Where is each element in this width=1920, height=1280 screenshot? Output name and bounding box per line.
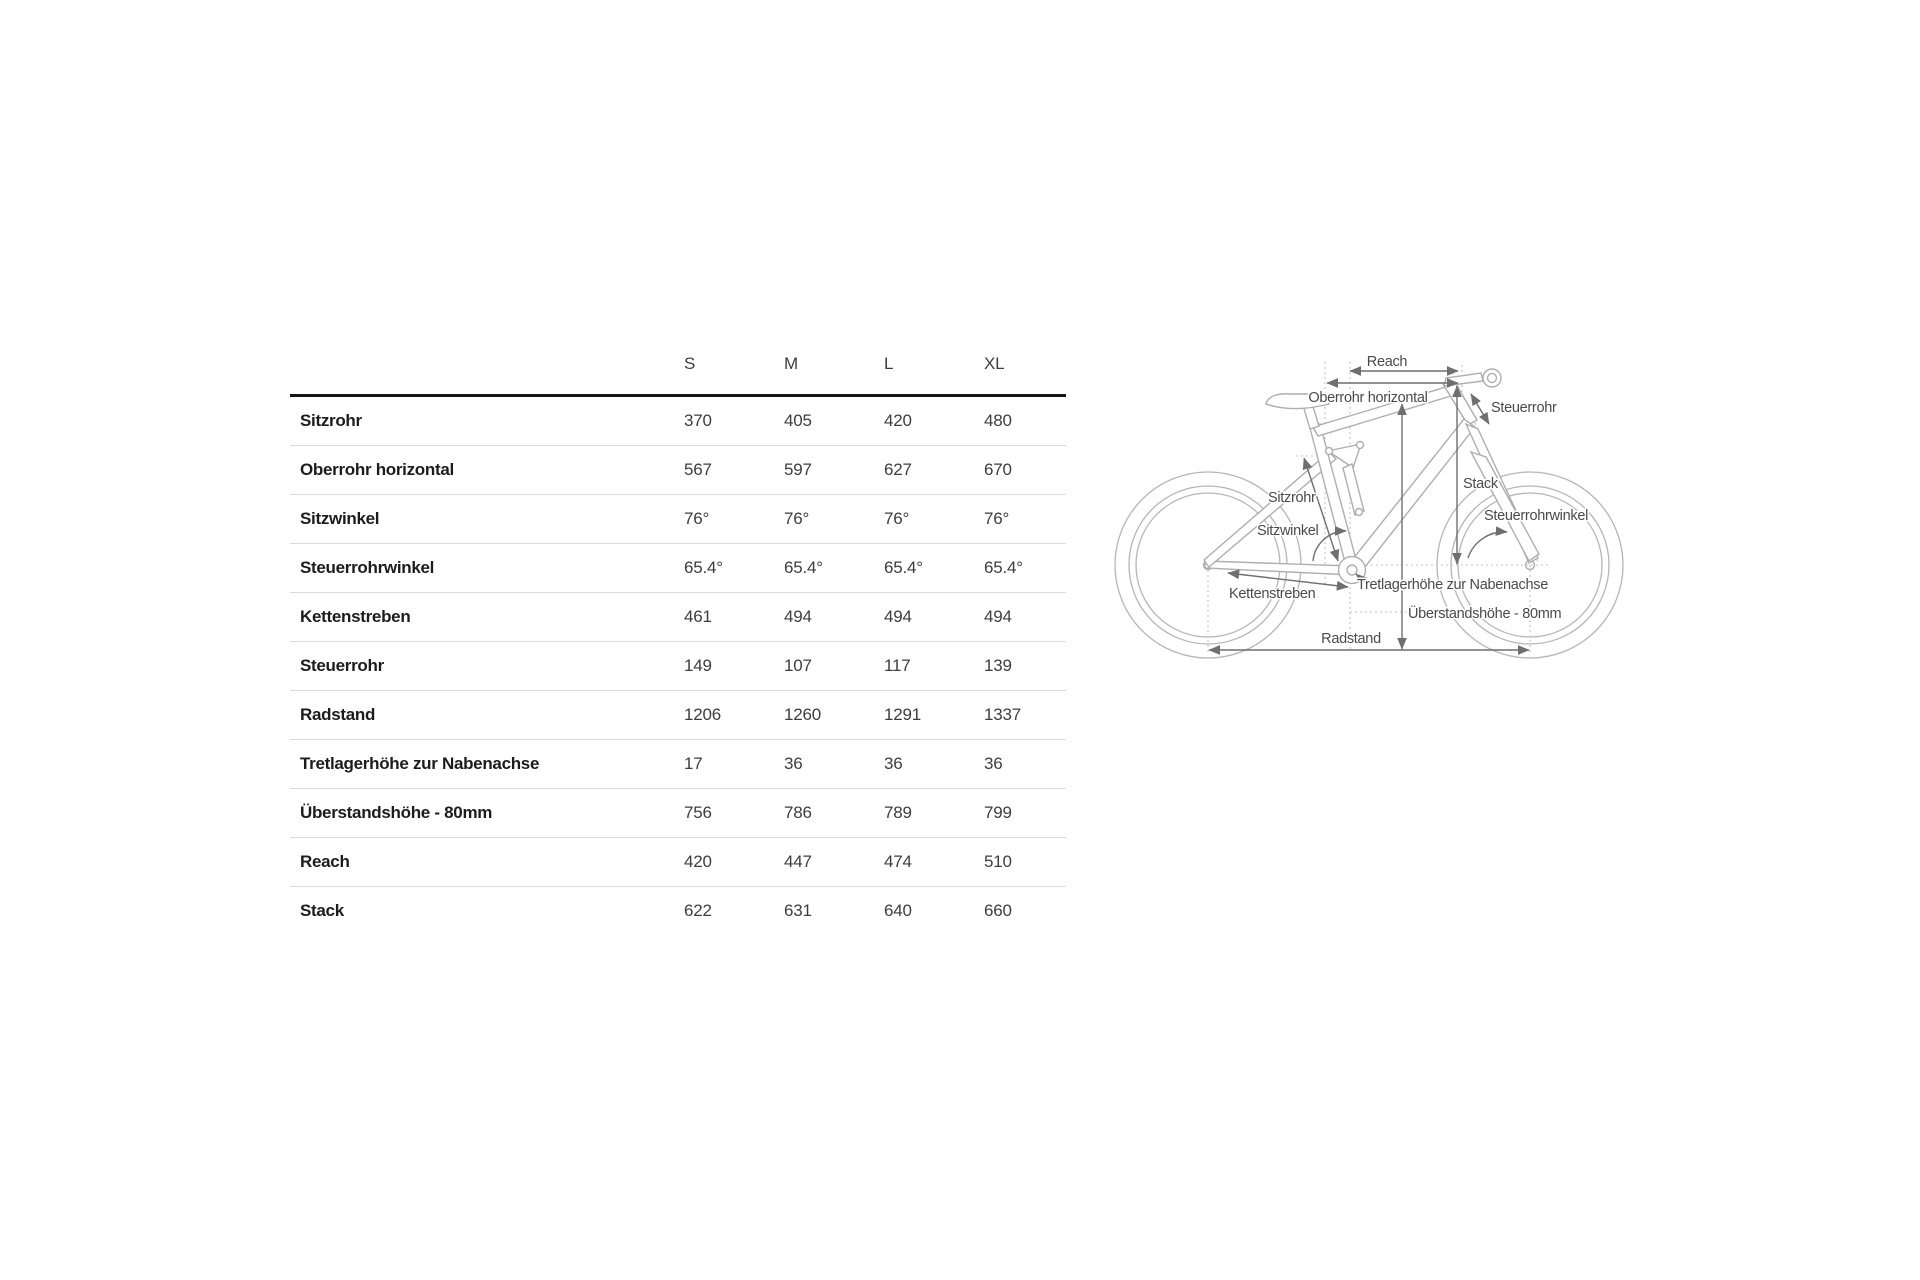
column-header-xl: XL <box>984 354 1005 373</box>
row-value: 627 <box>884 446 984 495</box>
row-value: 461 <box>684 593 784 642</box>
row-value: 786 <box>784 789 884 838</box>
row-value: 640 <box>884 901 912 920</box>
row-value: 447 <box>784 838 884 887</box>
label-kettenstreben: Kettenstreben <box>1229 586 1316 602</box>
row-value: 494 <box>884 593 984 642</box>
row-value: 756 <box>684 789 784 838</box>
row-value: 76° <box>684 495 784 544</box>
kettenstreben-arrow <box>1228 573 1348 587</box>
row-label: Steuerrohr <box>290 642 684 691</box>
label-ueberstandshoehe: Überstandshöhe - 80mm <box>1408 606 1562 622</box>
table-row <box>290 593 1066 642</box>
row-value: 1260 <box>784 691 884 740</box>
column-header-l: L <box>884 354 894 373</box>
table-row <box>290 789 1066 838</box>
row-label: Sitzwinkel <box>290 495 684 544</box>
row-value: 799 <box>984 789 1066 838</box>
column-header-m: M <box>784 354 798 373</box>
pivot <box>1356 509 1363 516</box>
row-label: Oberrohr horizontal <box>290 446 684 495</box>
table-row <box>290 446 1066 495</box>
table-row <box>290 495 1066 544</box>
rear-shock <box>1343 464 1364 515</box>
row-value: 17 <box>684 740 784 789</box>
stem <box>1444 373 1483 386</box>
label-reach: Reach <box>1366 354 1408 370</box>
row-value: 474 <box>884 838 984 887</box>
row-value: 631 <box>784 901 812 920</box>
geometry-table <box>290 348 1066 935</box>
row-value: 139 <box>984 642 1066 691</box>
row-value: 597 <box>784 446 884 495</box>
row-value: 76° <box>984 495 1066 544</box>
table-row <box>290 691 1066 740</box>
row-value: 567 <box>684 446 784 495</box>
row-value: 660 <box>984 901 1012 920</box>
pivot <box>1357 442 1364 449</box>
chain-stays <box>1205 561 1352 575</box>
row-value: 1206 <box>684 691 784 740</box>
row-value: 670 <box>984 446 1066 495</box>
down-tube <box>1349 419 1475 572</box>
row-value: 36 <box>784 740 884 789</box>
table-row <box>290 544 1066 593</box>
row-label: Kettenstreben <box>290 593 684 642</box>
label-oberrohr: Oberrohr horizontal <box>1308 390 1428 406</box>
row-value: 789 <box>884 789 984 838</box>
row-value: 65.4° <box>684 544 784 593</box>
row-value: 149 <box>684 642 784 691</box>
table-row <box>290 740 1066 789</box>
table-row <box>290 396 1066 446</box>
label-sitzwinkel: Sitzwinkel <box>1257 523 1319 539</box>
row-value: 36 <box>884 740 984 789</box>
row-value: 420 <box>684 838 784 887</box>
column-header-s: S <box>684 354 696 373</box>
label-tretlagerhoehe: Tretlagerhöhe zur Nabenachse <box>1357 577 1548 593</box>
table-row <box>290 838 1066 887</box>
row-value: 1291 <box>884 691 984 740</box>
row-label: Radstand <box>290 691 684 740</box>
row-label: Tretlagerhöhe zur Nabenachse <box>290 740 684 789</box>
row-label: Stack <box>300 901 344 920</box>
row-value: 494 <box>784 593 884 642</box>
row-value: 65.4° <box>884 544 984 593</box>
row-value: 76° <box>884 495 984 544</box>
label-steuerrohrwinkel: Steuerrohrwinkel <box>1484 508 1588 524</box>
row-value: 510 <box>984 838 1066 887</box>
bike-geometry-diagram <box>1100 330 1680 690</box>
row-label: Steuerrohrwinkel <box>290 544 684 593</box>
row-value: 36 <box>984 740 1066 789</box>
label-sitzrohr: Sitzrohr <box>1268 490 1316 506</box>
row-value: 76° <box>784 495 884 544</box>
table-row <box>290 642 1066 691</box>
corner-cell <box>290 348 684 396</box>
row-value: 65.4° <box>984 544 1066 593</box>
pivot <box>1326 448 1333 455</box>
row-label: Sitzrohr <box>290 396 684 446</box>
row-value: 1337 <box>984 691 1066 740</box>
steuerrohrwinkel-arc <box>1468 532 1507 558</box>
grip-inner <box>1488 374 1497 383</box>
row-value: 494 <box>984 593 1066 642</box>
row-value: 117 <box>884 642 984 691</box>
table-header-row <box>290 348 1066 396</box>
row-label: Überstandshöhe - 80mm <box>290 789 684 838</box>
row-value: 370 <box>684 396 784 446</box>
row-value: 107 <box>784 642 884 691</box>
row-value: 65.4° <box>784 544 884 593</box>
row-value: 480 <box>984 396 1066 446</box>
row-value: 622 <box>684 901 712 920</box>
row-value: 405 <box>784 396 884 446</box>
row-label: Reach <box>290 838 684 887</box>
label-radstand: Radstand <box>1321 631 1381 647</box>
row-value: 420 <box>884 396 984 446</box>
label-stack: Stack <box>1463 476 1498 492</box>
bottom-bracket <box>1347 565 1357 575</box>
fork-lowers <box>1471 452 1539 561</box>
table-row <box>290 887 1066 936</box>
label-steuerrohr: Steuerrohr <box>1491 400 1557 416</box>
